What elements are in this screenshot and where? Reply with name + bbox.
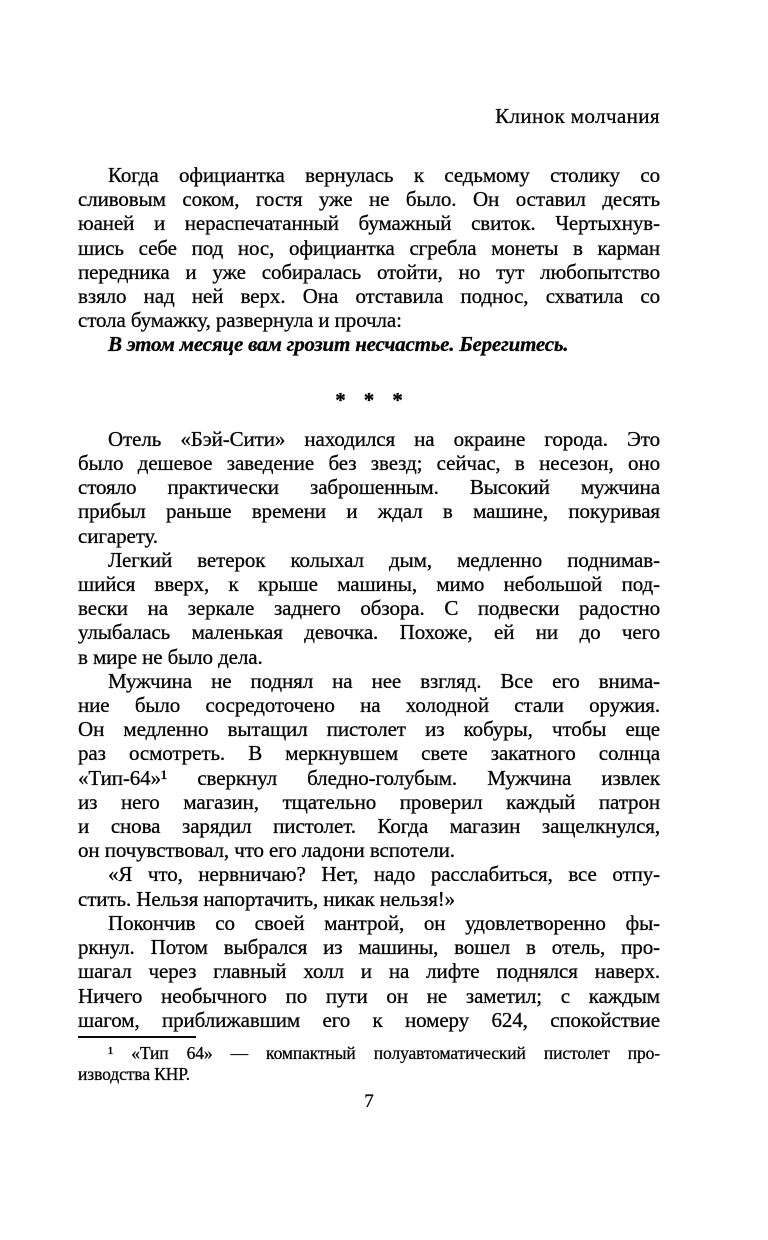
paragraph [78, 548, 660, 669]
text-line: ние было сосредоточено на холодной стали оружия. [78, 693, 660, 718]
text-line: было дешевое заведение без звезд; сейчас, в несезон, оно [78, 451, 660, 476]
text-line: сигарету. [78, 523, 158, 548]
paragraph [78, 427, 660, 548]
paragraph [78, 669, 660, 863]
running-header: Клинок молчания [495, 104, 660, 128]
text-line: стола бумажку, развернула и прочла: [78, 308, 402, 333]
body-text [78, 163, 660, 1032]
text-line: Он медленно вытащил пистолет из кобуры, чтобы еще [78, 717, 660, 742]
text-line: ркнул. Потом выбрался из машины, вошел в отель, про- [78, 935, 660, 960]
text-line: «Я что, нервничаю? Нет, надо расслабиться, все отпу- [108, 862, 660, 887]
text-line: юаней и нераспечатанный бумажный свиток. Чертыхнув- [78, 211, 660, 236]
paragraph [78, 911, 660, 1032]
text-line: улыбалась маленькая девочка. Похоже, ей ни до чего [78, 620, 660, 645]
text-line: передника и уже собиралась отойти, но тут любопытство [78, 259, 660, 284]
text-line: раз осмотреть. В меркнувшем свете закатного солнца [78, 741, 660, 766]
paragraph [78, 163, 660, 332]
text-line: ¹ «Тип 64» — компактный полуавтоматический пистолет про- [108, 1043, 660, 1063]
text-line: стить. Нельзя напортачить, никак нельзя!» [78, 886, 456, 911]
text-line: из него магазин, тщательно проверил каждый патрон [78, 789, 660, 814]
footnote [78, 1036, 660, 1084]
text-line: В этом месяце вам грозит несчастье. Берегитесь. [108, 332, 569, 357]
text-line: Отель «Бэй-Сити» находился на окраине города. Это [108, 426, 660, 451]
text-line: Когда официантка вернулась к седьмому столику со [108, 163, 660, 187]
text-line: Покончив со своей мантрой, он удовлетворенно фы- [108, 910, 660, 935]
text-line: прибыл раньше времени и ждал в машине, покуривая [78, 499, 660, 524]
text-line: изводства КНР. [78, 1063, 190, 1084]
page-number: 7 [364, 1091, 374, 1112]
paragraph [78, 862, 660, 910]
section-separator: * * * [335, 387, 403, 412]
text-line: Ничего необычного по пути он не заметил; с каждым [78, 983, 660, 1008]
text-line: в мире не было дела. [78, 644, 263, 669]
text-line: сливовым соком, гостя уже не было. Он оставил десять [78, 187, 660, 212]
text-line: взяло над ней верх. Она отставила поднос, схватила со [78, 284, 660, 309]
text-line: шись себе под нос, официантка сгребла монеты в карман [78, 235, 660, 260]
text-line: стояло практически заброшенным. Высокий мужчина [78, 475, 660, 500]
quote-paragraph [78, 332, 660, 356]
text-line: Легкий ветерок колыхал дым, медленно поднимав- [108, 547, 660, 572]
text-line: и снова зарядил пистолет. Когда магазин защелкнулся, [78, 814, 660, 839]
text-line: «Тип-64»¹ сверкнул бледно-голубым. Мужчина извлек [78, 765, 660, 790]
footnote-rule [78, 1036, 196, 1038]
footnote-lines [78, 1043, 660, 1084]
text-line: шийся вверх, к крыше машины, мимо небольшой под- [78, 572, 660, 597]
text-line: Мужчина не поднял на нее взгляд. Все его внима- [108, 668, 660, 693]
text-line: шагом, приближавшим его к номеру 624, спокойствие [78, 1007, 660, 1032]
text-line: он почувствовал, что его ладони вспотели. [78, 838, 455, 863]
text-line: шагал через главный холл и на лифте поднялся наверх. [78, 959, 660, 984]
text-line: вески на зеркале заднего обзора. С подвески радостно [78, 596, 660, 621]
